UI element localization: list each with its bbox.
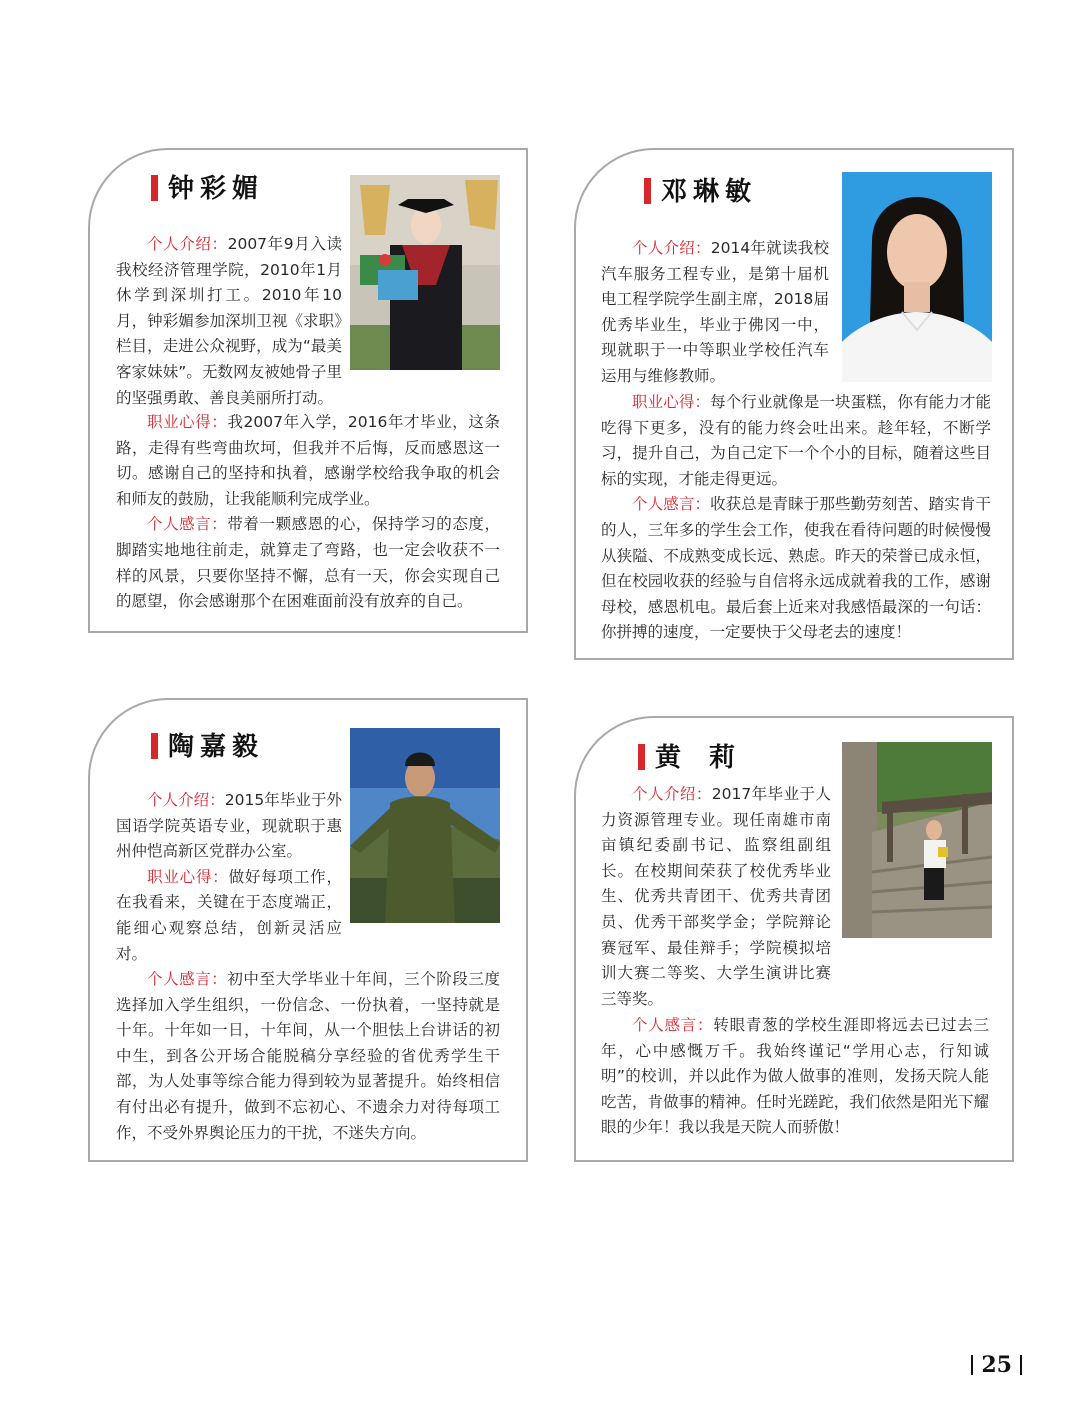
profile-text [601, 236, 829, 390]
motto-text: 转眼青葱的学校生涯即将远去已过去三年，心中感慨万千。我始终谨记“学用心志，行知诚明”的校训，并以此作为做人做事的准则，发扬天院人能吃苦，肯做事的精神。任时光蹉跎，我们依然是阳光下耀眼的少年！我以我是天院人而骄傲！ [601, 1016, 989, 1137]
intro-label: 个人介绍： [147, 791, 225, 809]
career-label: 职业心得： [632, 393, 711, 411]
profile-text [116, 232, 342, 411]
profile-photo [350, 728, 500, 923]
profile-name: 钟彩媚 [168, 174, 265, 204]
career-label: 职业心得： [147, 413, 228, 431]
profile-name: 黄莉 [655, 743, 764, 773]
title-bar [151, 175, 158, 201]
title-bar [644, 178, 651, 204]
intro-label: 个人介绍： [632, 785, 712, 803]
motto-label: 个人感言： [632, 495, 711, 514]
motto-text: 收获总是青睐于那些勤劳刻苦、踏实肯干的人，三年多的学生会工作，使我在看待问题的时候慢慢从狭隘、不成熟变成长远、熟虑。昨天的荣誉已成永恒，但在校园收获的经验与自信将永远成就着我的工作，感谢母校，感恩机电。最后套上近来对我感悟最深的一句话：你拼搏的速度，一定要快于父母老去的速度！ [601, 495, 991, 642]
profile-text-more [601, 390, 991, 646]
profile-text-more [116, 410, 500, 615]
motto-label: 个人感言： [147, 515, 228, 534]
career-text: 我2007年入学，2016年才毕业，这条路，走得有些弯曲坎坷，但我并不后悔，反而感恩这一切。感谢自己的坚持和执着，感谢学校给我争取的机会和师友的鼓励，让我能顺利完成学业。 [116, 413, 500, 508]
career-text: 做好每项工作，在我看来，关键在于态度端正，能细心观察总结，创新灵活应对。 [116, 867, 342, 963]
intro-label: 个人介绍： [147, 235, 228, 253]
intro-text: 2017年毕业于人力资源管理专业。现任南雄市南亩镇纪委副书记、监察组副组长。在校期间荣获了校优秀毕业生、优秀共青团干、优秀共青团员、优秀干部奖学金；学院辩论赛冠军、最佳辩手；学院模拟培训大赛二等奖、大学生演讲比赛三等奖。 [601, 785, 831, 1008]
motto-text: 初中至大学毕业十年间，三个阶段三度选择加入学生组织，一份信念、一份执着，一坚持就是十年。十年如一日，十年间，从一个胆怯上台讲话的初中生，到各公开场合能脱稿分享经验的省优秀学生干部，为人处事等综合能力得到较为显著提升。始终相信有付出必有提升，做到不忘初心、不遗余力对待每项工作，不受外界舆论压力的干扰，不迷失方向。 [116, 970, 500, 1142]
career-label: 职业心得： [147, 867, 229, 886]
profile-text [116, 788, 342, 967]
profile-name: 邓琳敏 [661, 177, 758, 207]
motto-text: 带着一颗感恩的心，保持学习的态度，脚踏实地地往前走，就算走了弯路，也一定会收获不一样的风景，只要你坚持不懈，总有一天，你会实现自己的愿望，你会感谢那个在困难面前没有放弃的自己。 [116, 515, 500, 611]
career-text: 每个行业就像是一块蛋糕，你有能力才能吃得下更多，没有的能力终会吐出来。趁年轻，不断学习，提升自己，为自己定下一个个小的目标，随着这些目标的实现，才能走得更远。 [601, 393, 991, 488]
profile-name: 陶嘉毅 [168, 732, 265, 762]
title-bar [151, 733, 158, 759]
title-bar [638, 744, 645, 770]
motto-label: 个人感言： [147, 970, 228, 988]
profile-text [601, 782, 831, 1012]
intro-label: 个人介绍： [632, 239, 711, 257]
intro-text: 2015年毕业于外国语学院英语专业，现就职于惠州仲恺高新区党群办公室。 [116, 791, 342, 861]
profile-text-more [601, 1013, 989, 1141]
page-number [963, 1352, 1030, 1378]
intro-text: 2014年就读我校汽车服务工程专业，是第十届机电工程学院学生副主席，2018届优秀毕业生，毕业于佛冈一中，现就职于一中等职业学校任汽车运用与维修教师。 [601, 239, 829, 385]
intro-text: 2007年9月入读我校经济管理学院，2010年1月休学到深圳打工。2010年10月，钟彩媚参加深圳卫视《求职》栏目，走进公众视野，成为“最美客家妹妹”。无数网友被她骨子里的坚强勇敢、善良美丽所打动。 [116, 235, 342, 407]
profile-photo [842, 172, 992, 382]
profile-photo [842, 742, 992, 938]
profile-photo [350, 175, 500, 370]
profile-text-more [116, 967, 500, 1146]
page-number-value: 25 [981, 1352, 1012, 1378]
motto-label: 个人感言： [632, 1016, 714, 1034]
